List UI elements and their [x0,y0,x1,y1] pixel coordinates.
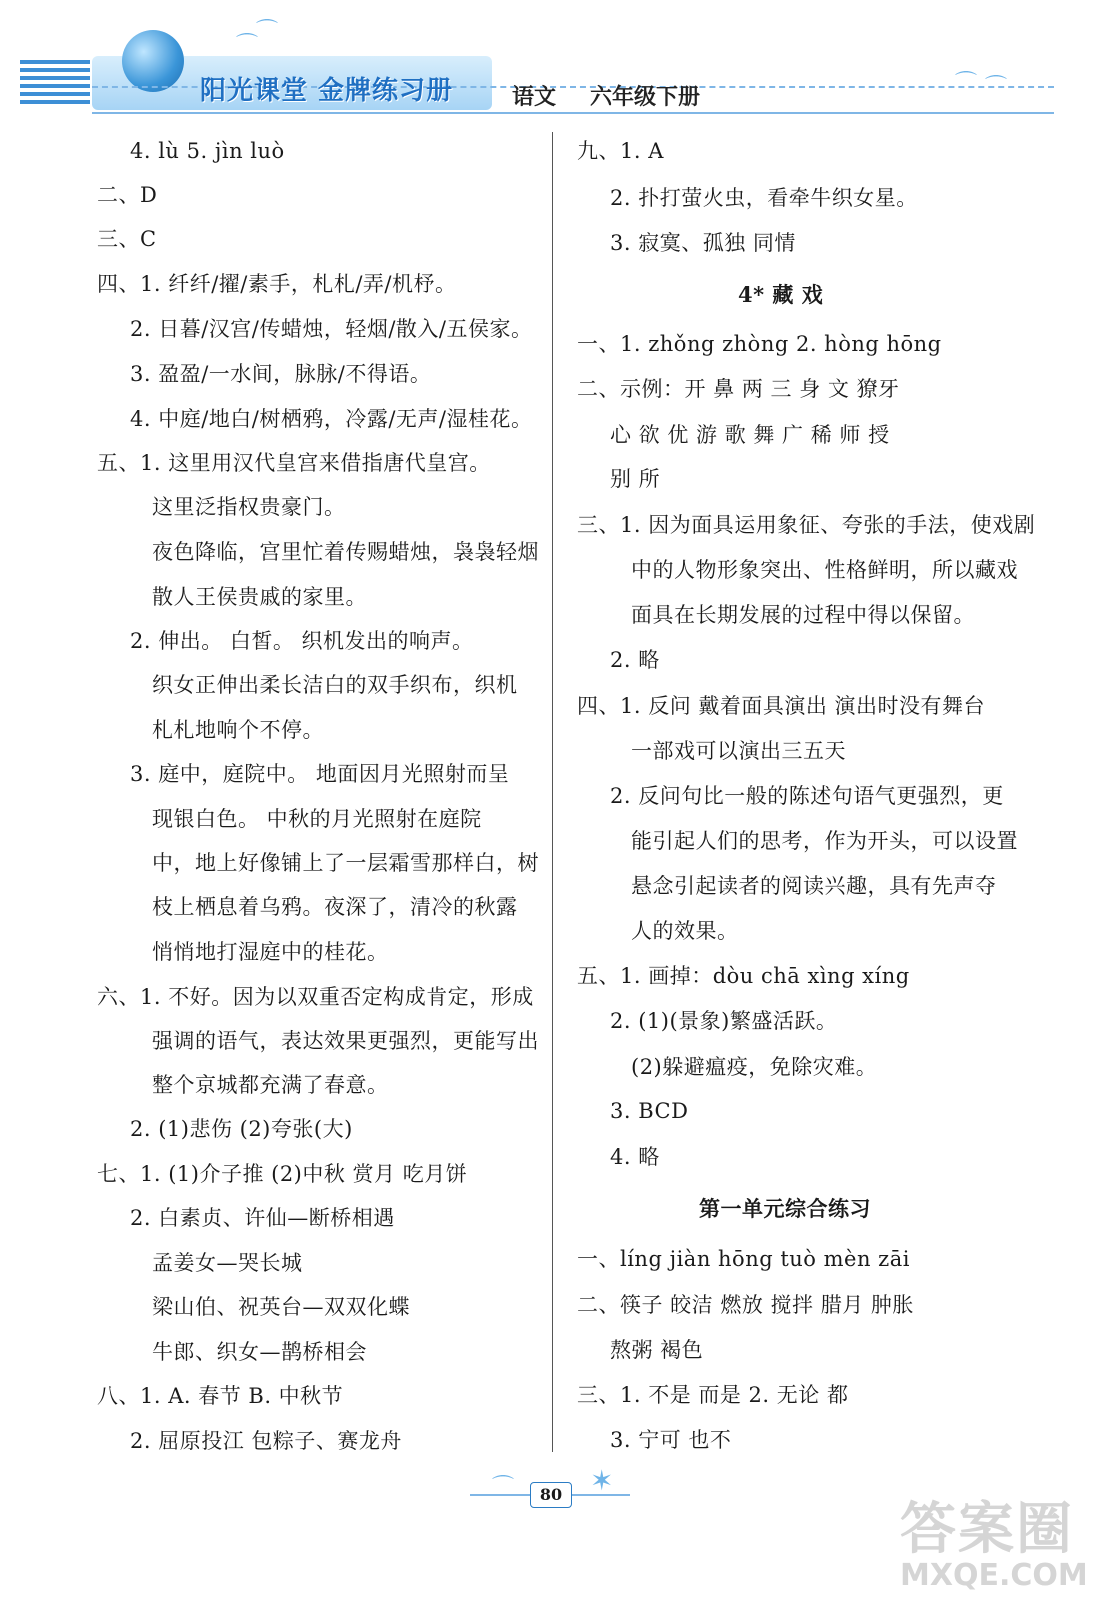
bird-icon: ⌒ [256,19,279,44]
answer-line: 2. 伸出。 白皙。 织机发出的响声。 [130,629,474,653]
answer-line: 六、1. 不好。因为以双重否定构成肯定，形成 [97,985,534,1009]
answer-line: 人的效果。 [631,919,739,943]
answer-line: 一、líng jiàn hōng tuò mèn zāi [577,1247,910,1271]
answer-line: 孟姜女—哭长城 [152,1251,303,1275]
answer-line: 3. 寂寞、孤独 同情 [610,231,796,255]
answer-line: 现银白色。 中秋的月光照射在庭院 [152,807,482,831]
answer-line: 这里泛指权贵豪门。 [152,495,346,519]
answer-line: 中的人物形象突出、性格鲜明，所以藏戏 [631,558,1018,582]
lesson-heading: 4* 藏 戏 [738,282,824,307]
page-header [0,0,1093,130]
answer-line: 中，地上好像铺上了一层霜雪那样白，树 [152,851,539,875]
answer-line: 3. BCD [610,1099,689,1123]
answer-line: 散人王侯贵戚的家里。 [152,585,367,609]
watermark-url: MXQE.COM [900,1558,1088,1593]
series-title: 阳光课堂 金牌练习册 [200,76,454,106]
answer-line: 札札地响个不停。 [152,718,324,742]
answer-line: 3. 庭中，庭院中。 地面因月光照射而呈 [130,762,510,786]
answer-line: 3. 盈盈/一水间，脉脉/不得语。 [130,362,432,386]
answer-line: 熬粥 褐色 [610,1338,704,1362]
answer-line: 四、1. 纤纤/擢/素手，札札/弄/机杼。 [97,272,457,296]
answer-line: 2. (1)(景象)繁盛活跃。 [610,1009,838,1033]
subject-label: 语文 [512,85,557,110]
page-number: 80 [530,1482,572,1508]
grade-label: 六年级下册 [590,85,701,110]
answer-line: 2. 反问句比一般的陈述句语气更强烈，更 [610,784,1004,808]
answer-line: 一部戏可以演出三五天 [631,739,846,763]
answer-line: 三、1. 不是 而是 2. 无论 都 [577,1383,849,1407]
answer-line: 一、1. zhǒng zhòng 2. hòng hōng [577,332,942,356]
answer-line: 五、1. 这里用汉代皇宫来借指唐代皇宫。 [97,451,491,475]
answer-line: (2)躲避瘟疫，免除灾难。 [631,1055,878,1079]
answer-line: 2. 扑打萤火虫，看牵牛织女星。 [610,186,918,210]
answer-line: 夜色降临，宫里忙着传赐蜡烛，袅袅轻烟 [152,540,539,564]
answer-line: 八、1. A. 春节 B. 中秋节 [97,1384,344,1408]
globe-icon [122,30,184,92]
answer-line: 三、1. 因为面具运用象征、夸张的手法，使戏剧 [577,513,1036,537]
answer-line: 牛郎、织女—鹊桥相会 [152,1340,367,1364]
bird-icon: ⌒ [955,71,978,96]
watermark [900,1497,1090,1600]
answer-line: 二、示例：开 鼻 两 三 身 文 獠牙 [577,377,900,401]
palm-tree-icon: ✶ [590,1464,614,1497]
answer-line: 梁山伯、祝英台—双双化蝶 [152,1295,410,1319]
answer-line: 四、1. 反问 戴着面具演出 演出时没有舞台 [577,694,986,718]
answer-line: 悄悄地打湿庭中的桂花。 [152,940,389,964]
answer-line: 2. (1)悲伤 (2)夸张(大) [130,1117,353,1141]
answer-line: 悬念引起读者的阅读兴趣，具有先声夺 [631,874,997,898]
answer-line: 能引起人们的思考，作为开头，可以设置 [631,829,1018,853]
answer-line: 枝上栖息着乌鸦。夜深了，清冷的秋露 [152,895,518,919]
answer-line: 九、1. A [577,139,664,163]
answer-line: 整个京城都充满了春意。 [152,1073,389,1097]
answer-line: 4. 中庭/地白/树栖鸦，冷露/无声/湿桂花。 [130,407,533,431]
answer-line: 强调的语气，表达效果更强烈，更能写出 [152,1029,539,1053]
bird-icon: ⌒ [985,75,1008,100]
header-stripes [20,60,90,112]
answer-line: 七、1. (1)介子推 (2)中秋 赏月 吃月饼 [97,1162,468,1186]
answer-line: 三、C [97,227,157,251]
watermark-brand: 答案圈 [900,1497,1074,1562]
answer-line: 面具在长期发展的过程中得以保留。 [631,603,975,627]
answer-line: 别 所 [610,467,661,491]
column-divider [552,132,553,1452]
bird-icon: ⌒ [492,1475,515,1500]
answer-line: 五、1. 画掉：dòu chā xìng xíng [577,964,910,988]
answer-line: 二、D [97,183,158,207]
answer-line: 3. 宁可 也不 [610,1428,732,1452]
answer-line: 2. 白素贞、许仙—断桥相遇 [130,1206,395,1230]
answer-line: 2. 日暮/汉宫/传蜡烛，轻烟/散入/五侯家。 [130,317,533,341]
answer-line: 织女正伸出柔长洁白的双手织布，织机 [152,673,518,697]
answer-line: 2. 屈原投江 包粽子、赛龙舟 [130,1429,402,1453]
answer-line: 2. 略 [610,648,660,672]
answer-line: 心 欲 优 游 歌 舞 广 稀 师 授 [610,423,890,447]
answer-line: 4. 略 [610,1145,660,1169]
bird-icon: ⌒ [236,33,259,58]
section-heading: 第一单元综合练习 [699,1196,871,1221]
answer-line: 4. lù 5. jìn luò [130,139,285,163]
answer-line: 二、筷子 皎洁 燃放 搅拌 腊月 肿胀 [577,1293,914,1317]
